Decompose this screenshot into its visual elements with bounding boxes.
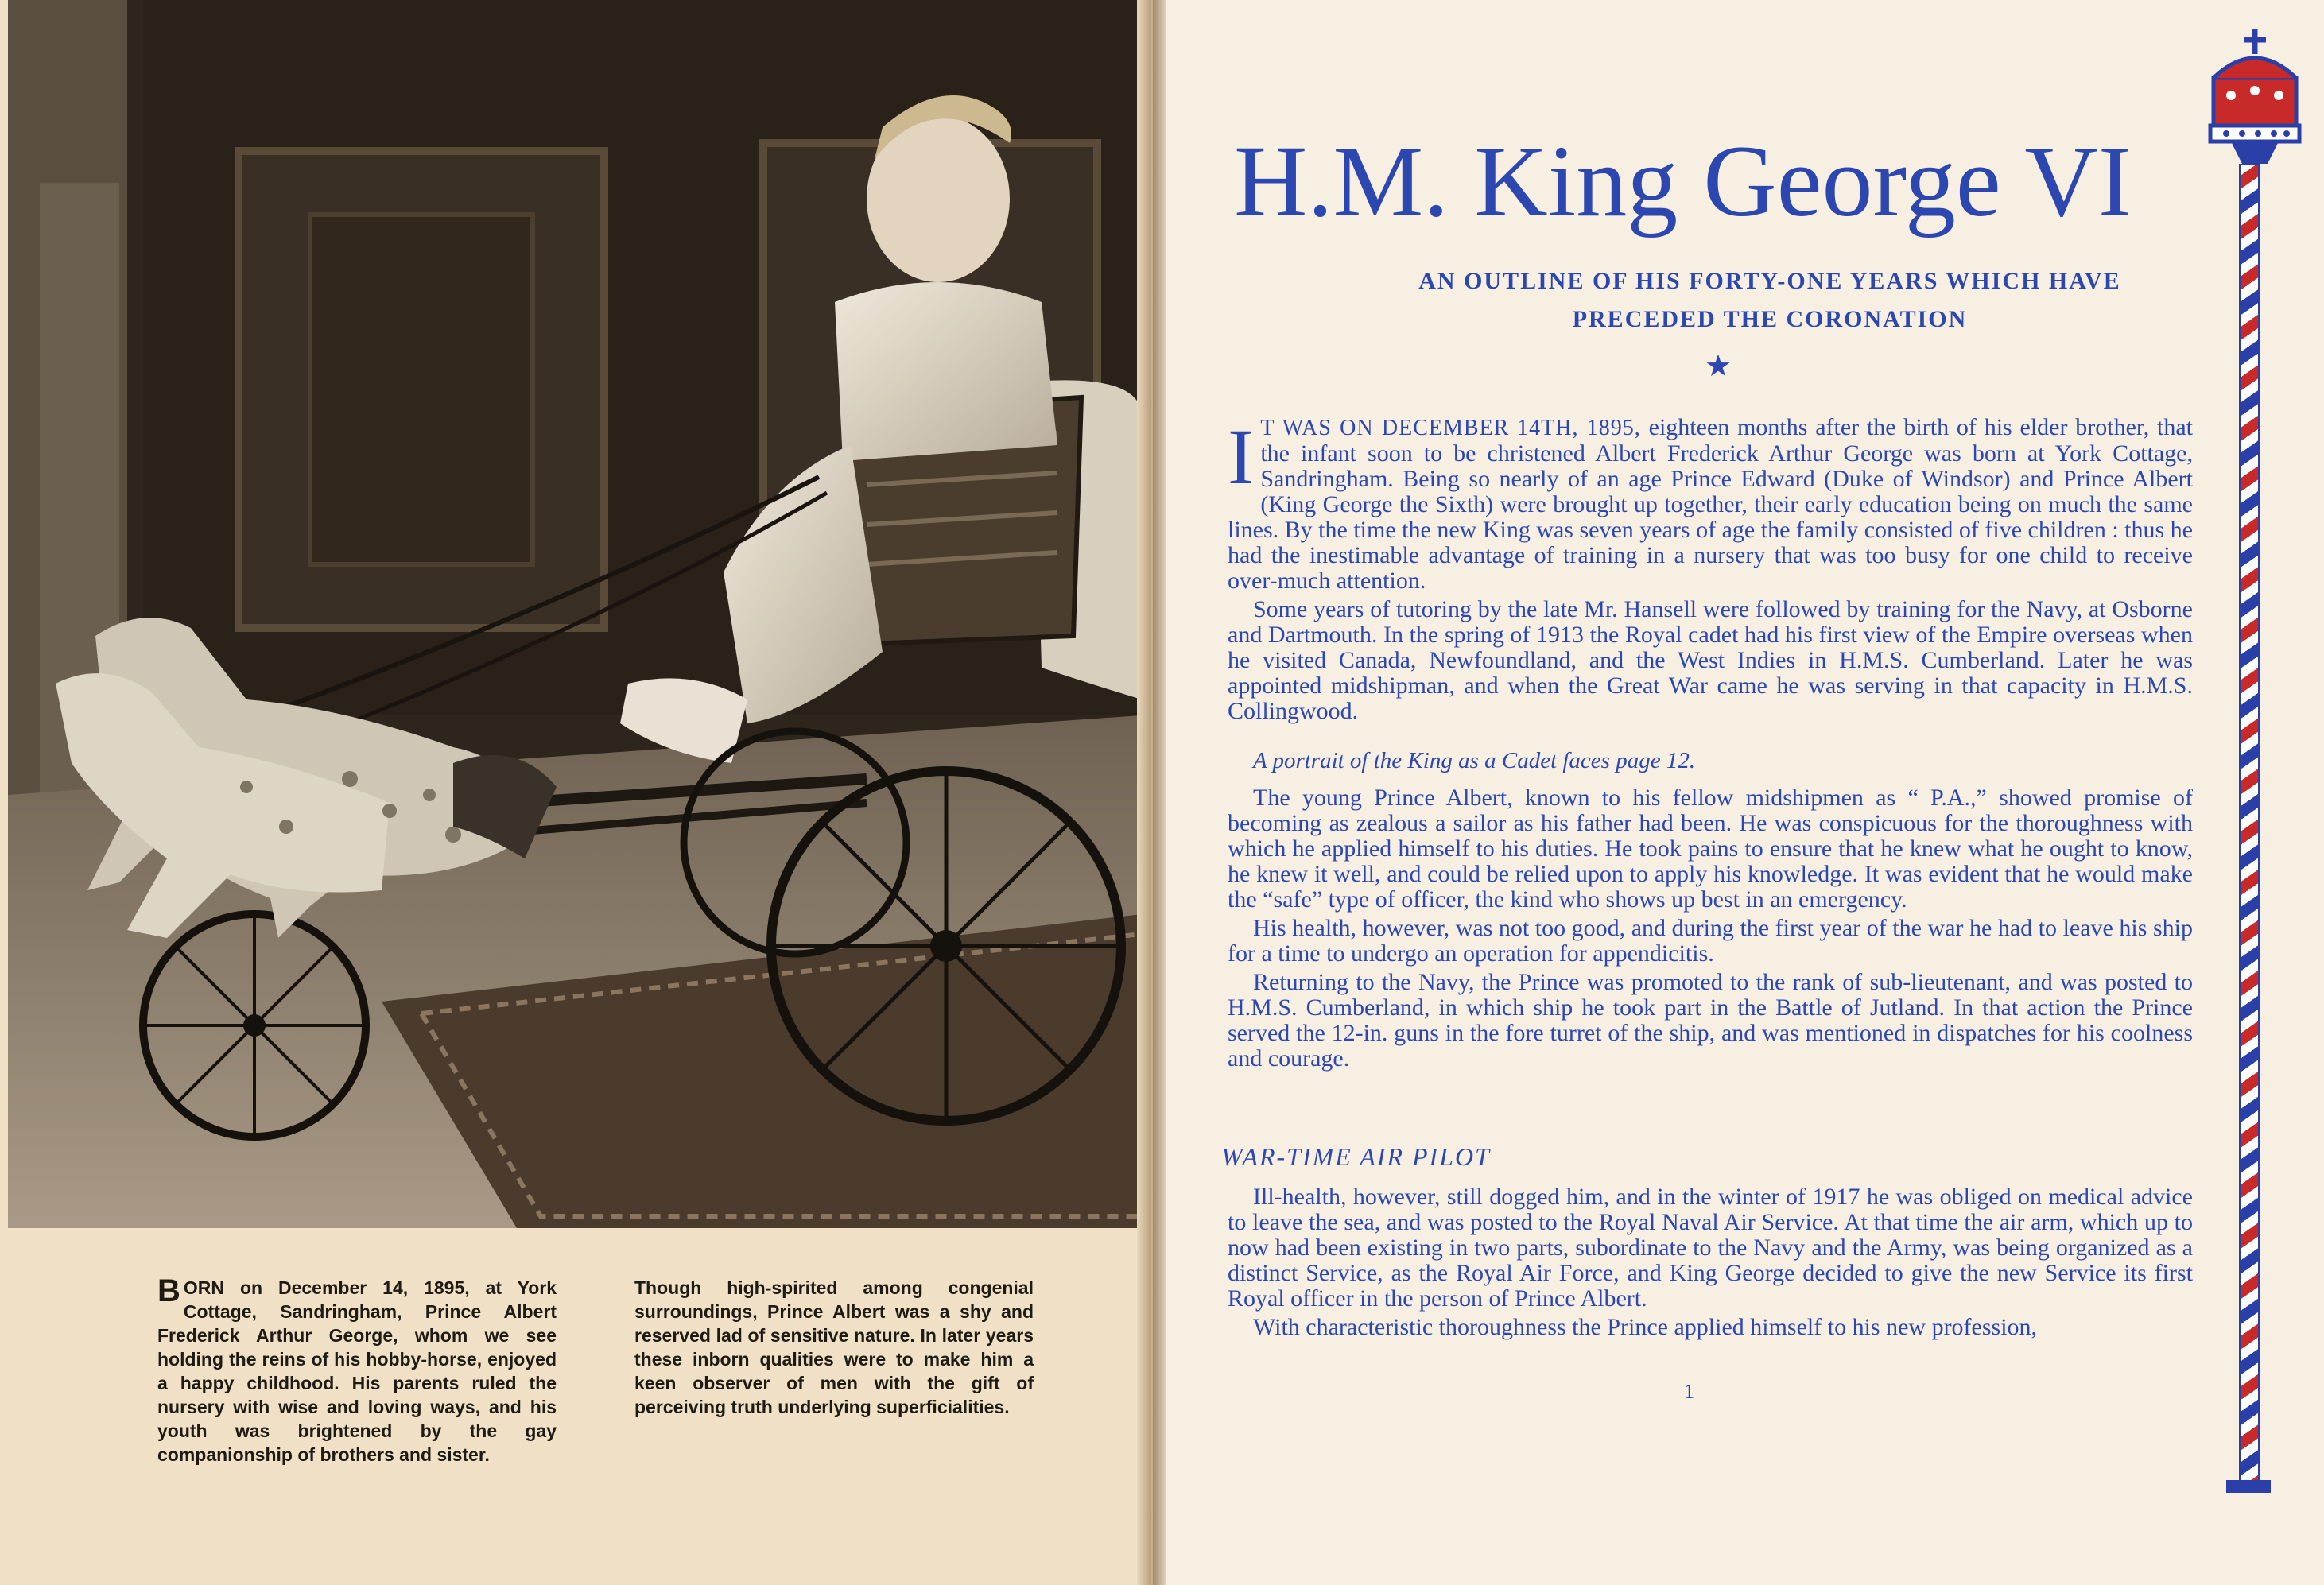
photo-caption-left — [157, 1273, 557, 1467]
right-page — [1166, 0, 2324, 1585]
article-drop-cap: I — [1228, 413, 1255, 501]
page-number: 1 — [1684, 1380, 1694, 1403]
article-block-1 — [1228, 415, 2193, 727]
paragraph-opening — [1228, 415, 2193, 594]
paragraph-midshipman: The young Prince Albert, known to his fellow midshipmen as “ P.A.,” showed promise of becoming as zealous a sailor as his father had been. He was conspicuous for the thoroughness with which he applied himself to his duties. He took pains to ensure that he knew what he ought to know, he knew it well, and could be relied upon to apply his knowledge. It was evident that he would make the “safe” type of officer, the kind who shows up best in an emergency. — [1228, 785, 2193, 913]
paragraph-profession: With characteristic thoroughness the Prince applied himself to his new profession, — [1253, 1314, 2038, 1340]
star-ornament-icon: ★ — [1705, 350, 1732, 383]
opening-date: 14TH, 1895, — [1517, 416, 1641, 440]
paragraph-health: His health, however, was not too good, and during the first year of the war he had to leave his ship for a time to undergo an operation for appendicitis. — [1228, 915, 2193, 967]
pole-base — [2226, 1480, 2271, 1493]
caption-left-text: ORN on December 14, 1895, at York Cottage, Sandringham, Prince Albert Frederick Arthur George, whom we see holding the reins of his hobby-horse, enjoyed a happy childhood. His parents ruled the nursery with wise and loving ways, and his youth was brightened by the gay companionship of brothers and sister. — [157, 1277, 557, 1465]
article-block-3 — [1228, 1184, 2193, 1343]
paragraph-air-service: Ill-health, however, still dogged him, and in the winter of 1917 he was obliged on medical advice to leave the sea, and was posted to the Royal Naval Air Service. At that time the air arm, which up to now had been existing in two parts, subordinate to the Navy and the Army, was being organized as a distinct Service, as the Royal Air Force, and King George decided to give the new Service its first Royal officer in the person of Prince Albert. — [1228, 1184, 2193, 1312]
page-subtitle — [1293, 262, 2247, 339]
page-title: H.M. King George VI — [1234, 125, 2132, 238]
caption-drop-cap: B — [157, 1273, 180, 1308]
portrait-note: A portrait of the King as a Cadet faces page 12. — [1253, 748, 1696, 773]
paragraph-tutoring: Some years of tutoring by the late Mr. Hansell were followed by training for the Navy, at Osborne and Dartmouth. In the spring of 1913 the Royal cadet had his first view of the Empire overseas when he visited Canada, Newfoundland, and the West Indies in H.M.S. Cumberland. Later he was appointed midshipman, and when the Great War came he was serving in that capacity in H.M.S. Collingwood. — [1228, 596, 2193, 724]
photo-caption-right — [634, 1276, 1034, 1419]
left-page — [0, 0, 1156, 1585]
section-heading: WAR-TIME AIR PILOT — [1221, 1142, 1491, 1171]
article-block-2 — [1228, 785, 2193, 1075]
crown-icon — [2207, 22, 2303, 165]
subtitle-line-1: AN OUTLINE OF HIS FORTY-ONE YEARS WHICH HAVE — [1418, 268, 2121, 294]
photo-child-hobby-horse — [8, 0, 1142, 1228]
paragraph-jutland: Returning to the Navy, the Prince was promoted to the rank of sub-lieutenant, and was posted to H.M.S. Cumberland, in which ship he took part in the Battle of Jutland. In that action the Prince served the 12-in. guns in the fore turret of the ship, and was mentioned in dispatches for his coolness and courage. — [1228, 969, 2193, 1072]
caption-right-text: Though high-spirited among congenial surroundings, Prince Albert was a shy and reserved lad of sensitive nature. In later years these inborn qualities were to make him a keen observer of men with the gift of perceiving truth underlying superficialities. — [634, 1277, 1034, 1417]
striped-pole — [2239, 164, 2260, 1490]
photo-illustration — [8, 0, 1142, 1228]
opening-lead: T WAS ON DECEMBER — [1260, 416, 1510, 440]
opening-text: eighteen months after the birth of his elder brother, that the infant soon to be christened Albert Frederick Arthur George was born at York Cottage, Sandringham. Being so nearly of an age Prince Edward (Duke of Windsor) and Prince Albert (King George the Sixth) were brought up together, their early education being on much the same lines. By the time the new King was seven years of age the family consisted of five children : thus he had the inestimable advantage of training in a nursery that was too busy for one child to receive over-much attention. — [1228, 414, 2194, 594]
subtitle-line-2: PRECEDED THE CORONATION — [1572, 306, 1968, 332]
gutter-shadow-left — [1137, 0, 1151, 1585]
